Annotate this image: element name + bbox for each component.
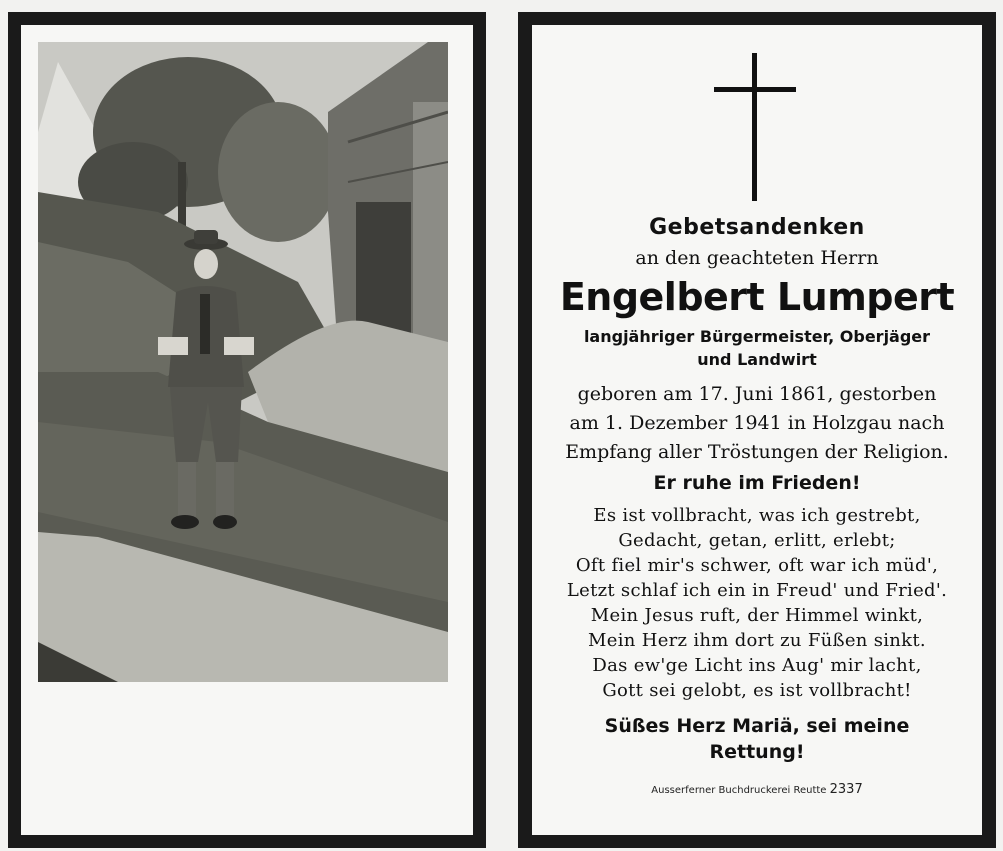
portrait-photo [38,42,448,682]
verse-line: Oft fiel mir's schwer, oft war ich müd', [575,555,939,576]
photo-panel-inner [21,25,473,835]
memorial-text [532,25,982,835]
life-line-2: am 1. Dezember 1941 in Holzgau nach [569,412,945,434]
card-heading: Gebetsandenken [649,215,865,240]
life-line-1: geboren am 17. Juni 1861, gestorben [577,383,937,405]
verse-line: Es ist vollbracht, was ich gestrebt, [593,505,921,526]
verse-line: Mein Jesus ruft, der Himmel winkt, [590,605,924,626]
role-line-1: langjähriger Bürgermeister, Oberjäger [583,327,931,346]
printer-imprint [532,782,982,797]
printer-name: Ausserferner Buchdruckerei Reutte [651,785,827,796]
verse-line: Mein Herz ihm dort zu Füßen sinkt. [588,630,926,651]
prayer-line-1: Süßes Herz Mariä, sei meine [604,715,910,737]
life-line-3: Empfang aller Tröstungen der Religion. [565,441,949,463]
verse-line: Letzt schlaf ich ein in Freud' und Fried'. [566,580,948,601]
memorial-panel-inner [532,25,982,835]
verse-line: Gott sei gelobt, es ist vollbracht! [602,680,912,701]
verse-line: Das ew'ge Licht ins Aug' mir lacht, [592,655,922,676]
cross-icon [714,53,796,201]
rest-in-peace: Er ruhe im Frieden! [653,472,861,494]
card-intro: an den geachteten Herrn [635,247,879,269]
photo-panel [8,12,486,848]
printer-number: 2337 [829,782,863,797]
role-line-2: und Landwirt [697,350,817,369]
prayer-line-2: Rettung! [709,741,805,763]
memorial-panel [518,12,996,848]
deceased-name: Engelbert Lumpert [559,275,955,319]
verse-line: Gedacht, getan, erlitt, erlebt; [618,530,896,551]
